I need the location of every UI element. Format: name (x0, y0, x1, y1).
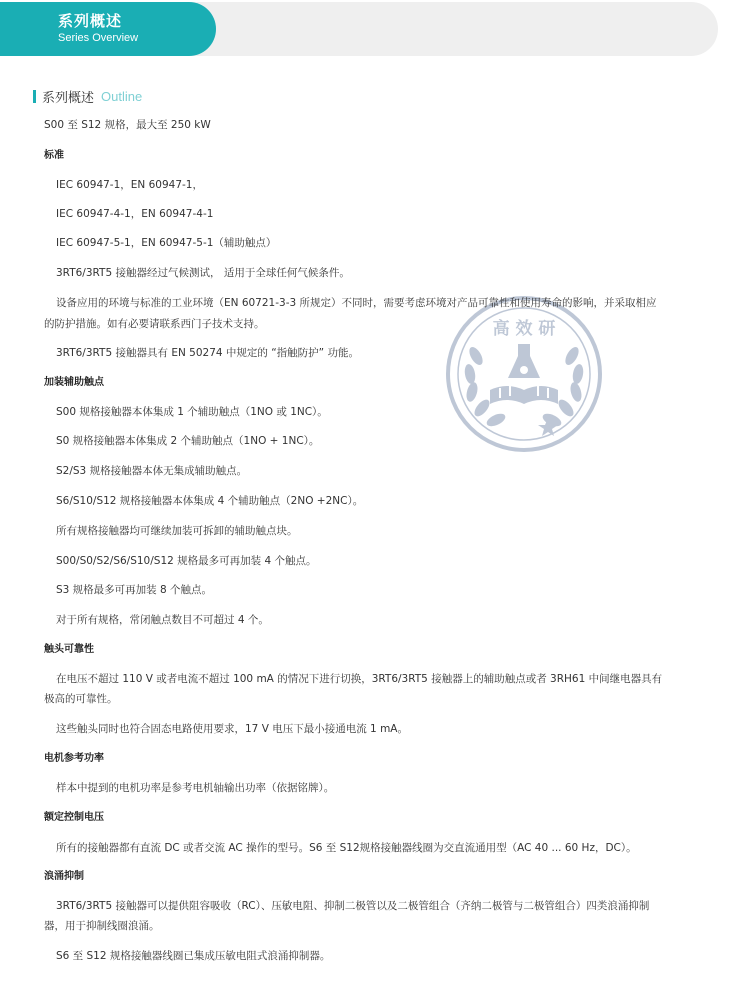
aux-line-5: 所有规格接触器均可继续加装可拆卸的辅助触点块。 (56, 525, 298, 537)
section-marker (33, 90, 36, 103)
reliability-line-1b: 极高的可靠性。 (44, 693, 118, 705)
standard-line-4: 3RT6/3RT5 接触器经过气候测试， 适用于全球任何气候条件。 (56, 267, 350, 279)
aux-line-3: S2/S3 规格接触器本体无集成辅助触点。 (56, 465, 248, 477)
heading-control-voltage: 额定控制电压 (44, 812, 104, 823)
standard-line-5b: 的防护措施。如有必要请联系西门子技术支持。 (44, 318, 265, 330)
intro-text: S00 至 S12 规格，最大至 250 kW (44, 119, 211, 131)
heading-reliability: 触头可靠性 (44, 644, 94, 655)
aux-line-7: S3 规格最多可再加装 8 个触点。 (56, 584, 213, 596)
aux-line-6: S00/S0/S2/S6/S10/S12 规格最多可再加装 4 个触点。 (56, 555, 317, 567)
watermark-text: 高 效 研 (492, 319, 556, 339)
heading-standard: 标准 (44, 150, 64, 161)
surge-line-1a: 3RT6/3RT5 接触器可以提供阻容吸收（RC）、压敏电阻、抑制二极管以及二极管组合（齐纳二极管与二极管组合）四类浪涌抑制 (56, 900, 650, 912)
aux-line-4: S6/S10/S12 规格接触器本体集成 4 个辅助触点（2NO +2NC）。 (56, 495, 364, 507)
reliability-line-1a: 在电压不超过 110 V 或者电流不超过 100 mA 的情况下进行切换，3RT6/3RT5 接触器上的辅助触点或者 3RH61 中间继电器具有 (56, 673, 663, 685)
reliability-line-2: 这些触头同时也符合固态电路使用要求，17 V 电压下最小接通电流 1 mA。 (56, 723, 408, 735)
standard-line-2: IEC 60947-4-1，EN 60947-4-1 (56, 208, 214, 220)
section-title (33, 88, 142, 104)
section-title-cn: 系列概述 (42, 90, 95, 106)
header-title-cn: 系列概述 (58, 12, 123, 30)
standard-line-1: IEC 60947-1，EN 60947-1， (56, 179, 203, 191)
aux-line-2: S0 规格接触器本体集成 2 个辅助触点（1NO + 1NC）。 (56, 435, 320, 447)
watermark-seal-icon (440, 294, 608, 456)
heading-surge-suppression: 浪涌抑制 (44, 871, 84, 882)
surge-line-2: S6 至 S12 规格接触器线圈已集成压敏电阻式浪涌抑制器。 (56, 950, 331, 962)
standard-line-3: IEC 60947-5-1，EN 60947-5-1（辅助触点） (56, 237, 277, 249)
standard-line-6: 3RT6/3RT5 接触器具有 EN 50274 中规定的 “指触防护” 功能。 (56, 347, 359, 359)
heading-motor-power: 电机参考功率 (44, 753, 104, 764)
header-title-en: Series Overview (58, 32, 139, 44)
motor-line-1: 样本中提到的电机功率是参考电机轴输出功率（依据铭牌）。 (56, 782, 335, 794)
header-tab (0, 2, 216, 56)
heading-aux-contacts: 加装辅助触点 (44, 377, 104, 388)
surge-line-1b: 器，用于抑制线圈浪涌。 (44, 920, 160, 932)
standard-line-5a: 设备应用的环境与标准的工业环境（EN 60721-3-3 所规定）不同时，需要考虑环境对产品可靠性和使用寿命的影响，并采取相应 (56, 297, 657, 309)
control-line-1: 所有的接触器都有直流 DC 或者交流 AC 操作的型号。S6 至 S12规格接触器线圈为交直流通用型（AC 40 ... 60 Hz，DC）。 (56, 842, 637, 854)
aux-line-8: 对于所有规格，常闭触点数目不可超过 4 个。 (56, 614, 269, 626)
aux-line-1: S00 规格接触器本体集成 1 个辅助触点（1NO 或 1NC）。 (56, 406, 328, 418)
section-title-en: Outline (101, 88, 143, 104)
